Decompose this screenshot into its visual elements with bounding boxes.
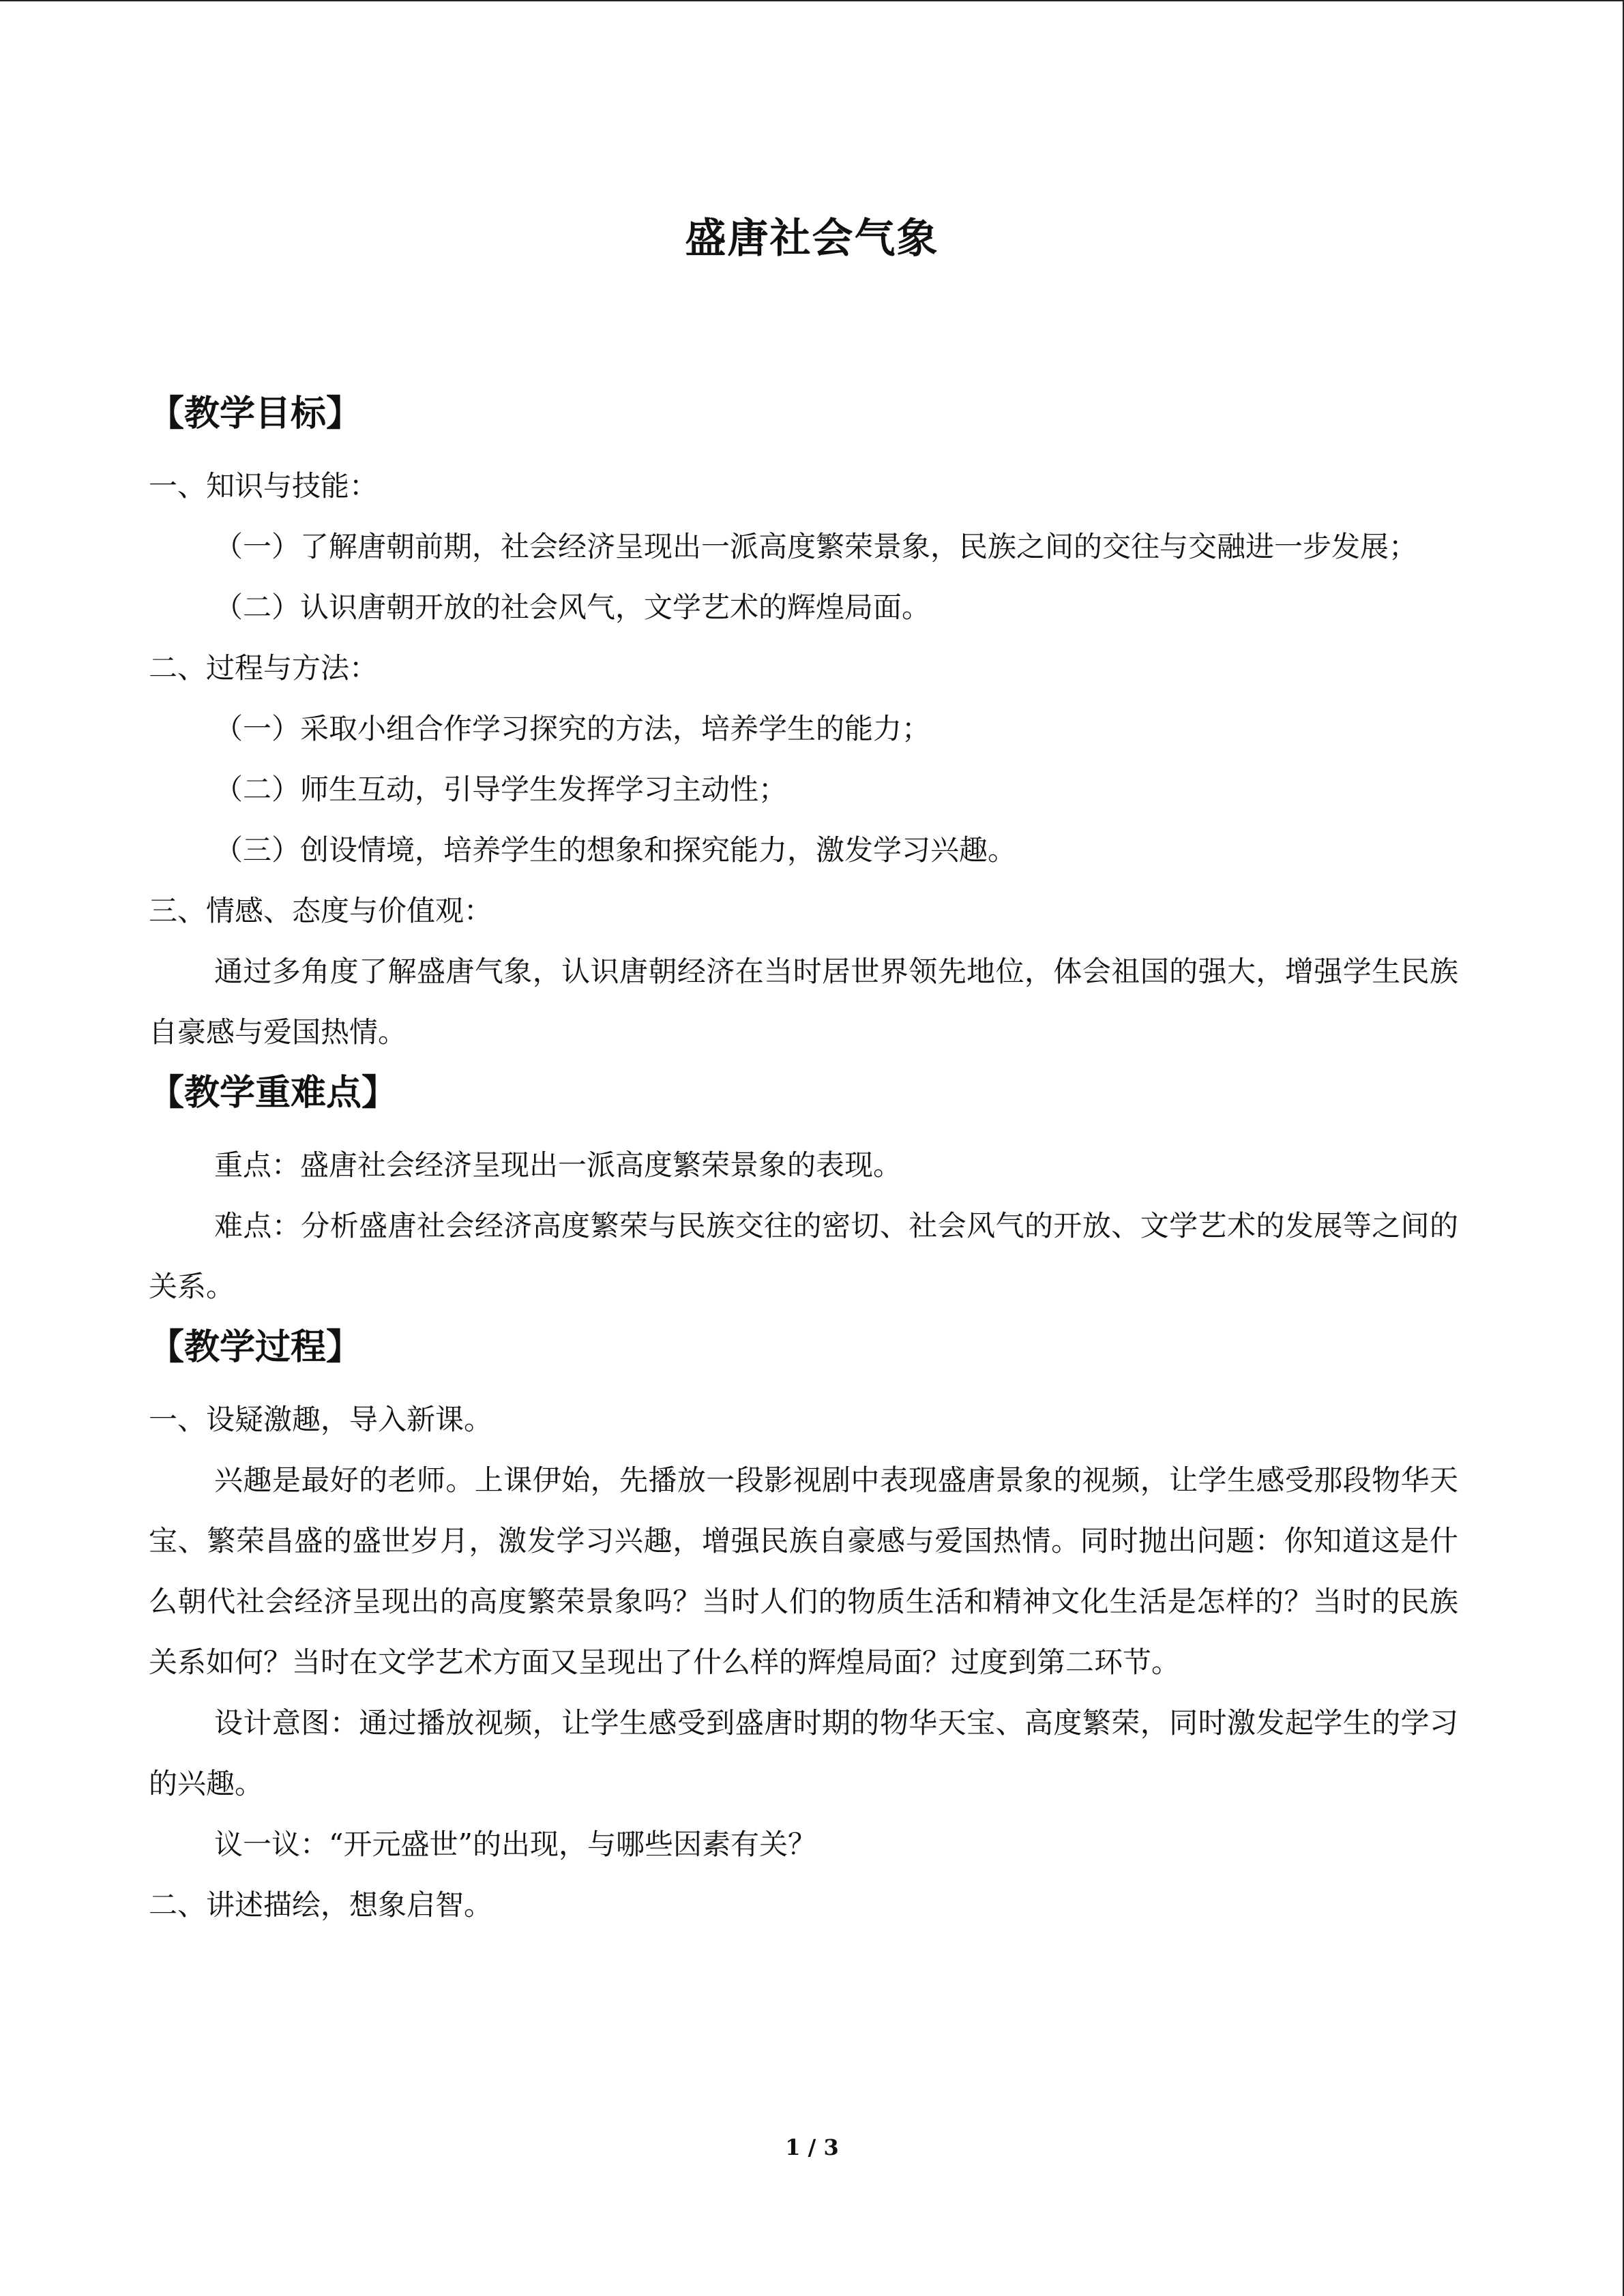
step1-title: 一、设疑激趣，导入新课。 [149, 1403, 493, 1436]
document-body [149, 383, 1458, 1935]
design-intent: 设计意图：通过播放视频，让学生感受到盛唐时期的物华天宝、高度繁荣，同时激发起学生的学习的兴趣。 [149, 1706, 1458, 1800]
step2-title: 二、讲述描绘，想象启智。 [149, 1888, 493, 1922]
knowledge-item-2: （二）认识唐朝开放的社会风气，文学艺术的辉煌局面。 [214, 591, 931, 624]
knowledge-title: 一、知识与技能： [149, 469, 379, 503]
step1-text: 兴趣是最好的老师。上课伊始，先播放一段影视剧中表现盛唐景象的视频，让学生感受那段物华天宝、繁荣昌盛的盛世岁月，激发学习兴趣，增强民族自豪感与爱国热情。同时抛出问题：你知道这是什么朝代社会经济呈现出的高度繁荣景象吗？当时人们的物质生活和精神文化生活是怎样的？当时的民族关系如何？当时在文学艺术方面又呈现出了什么样的辉煌局面？过度到第二环节。 [149, 1463, 1458, 1679]
discussion-question: 议一议：“开元盛世”的出现，与哪些因素有关？ [214, 1828, 816, 1861]
section-heading-objectives: 【教学目标】 [149, 393, 362, 434]
section-heading-process: 【教学过程】 [149, 1327, 362, 1368]
knowledge-item-1: （一）了解唐朝前期，社会经济呈现出一派高度繁荣景象，民族之间的交往与交融进一步发展； [214, 530, 1418, 563]
process-method-item-2: （二）师生互动，引导学生发挥学习主动性； [214, 773, 788, 806]
key-point: 重点：盛唐社会经济呈现出一派高度繁荣景象的表现。 [214, 1148, 902, 1182]
emotion-title: 三、情感、态度与价值观： [149, 894, 493, 927]
page-number: 1 / 3 [785, 2134, 839, 2160]
process-method-title: 二、过程与方法： [149, 651, 379, 685]
document-title: 盛唐社会气象 [685, 215, 939, 263]
process-method-item-1: （一）采取小组合作学习探究的方法，培养学生的能力； [214, 712, 931, 745]
difficult-point: 难点：分析盛唐社会经济高度繁荣与民族交往的密切、社会风气的开放、文学艺术的发展等之间的关系。 [149, 1209, 1458, 1303]
process-method-item-3: （三）创设情境，培养学生的想象和探究能力，激发学习兴趣。 [214, 833, 1017, 867]
section-heading-key-points: 【教学重难点】 [149, 1073, 398, 1114]
emotion-text: 通过多角度了解盛唐气象，认识唐朝经济在当时居世界领先地位，体会祖国的强大，增强学生民族自豪感与爱国热情。 [149, 955, 1458, 1049]
